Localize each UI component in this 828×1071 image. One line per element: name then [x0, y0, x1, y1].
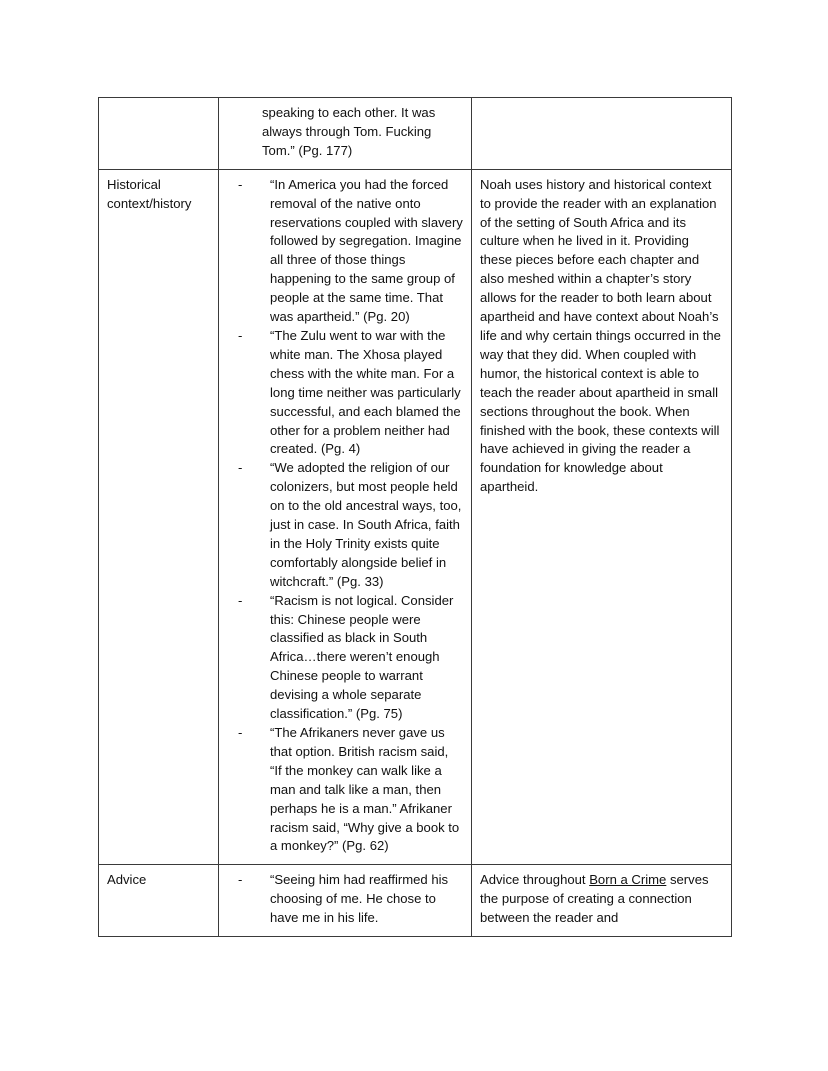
list-item [227, 327, 463, 459]
analysis-table [98, 97, 732, 937]
analysis-rich-text [480, 871, 723, 928]
quotes-cell [219, 169, 472, 865]
quote-list [227, 871, 463, 928]
analysis-text: Noah uses history and historical context to provide the reader with an explanation of the setting of South Africa and its culture when he lived in it. Providing these pieces before each chapter and also meshed within a chapter’s story allows for the reader to both learn about apartheid and have context about Noah’s life and why certain things occurred in the way that they did. When coupled with humor, the historical context is able to teach the reader about apartheid in small sections throughout the book. When finished with the book, these contexts will have achieved in giving the reader a foundation for knowledge about apartheid. [480, 176, 721, 495]
table-row [99, 169, 732, 865]
table-row [99, 98, 732, 170]
category-cell [99, 865, 219, 937]
list-item [227, 871, 463, 928]
list-item [227, 459, 463, 591]
list-item [227, 176, 463, 327]
table-row [99, 865, 732, 937]
analysis-text-run: serves the purpose of creating a connection between the reader and [480, 872, 709, 926]
book-title-underlined: Born a Crime [589, 872, 667, 888]
quote-list [227, 176, 463, 857]
list-item [227, 592, 463, 724]
quote-text: “In America you had the forced removal of the native onto reservations coupled with slavery followed by segregation. Imagine all three of those things happening to the same group of people at the same time. That was apartheid.” (Pg. 20) [270, 176, 463, 325]
category-label: Historical context/history [107, 176, 192, 211]
quote-text: “We adopted the religion of our colonizers, but most people held on to the old ancestral ways, too, just in case. In South Africa, faith in the Holy Trinity exists quite comfortably alongside belief in witchcraft.” (Pg. 33) [270, 460, 462, 589]
analysis-text-run: Advice throughout [480, 872, 590, 888]
bullet-dash: - [238, 460, 243, 476]
quote-text: “The Zulu went to war with the white man. The Xhosa played chess with the white man. For a long time neither was particularly successful, and each blamed the other for a problem neither had created. (Pg. 4) [270, 327, 461, 457]
quote-text: “The Afrikaners never gave us that option. British racism said, “If the monkey can walk like a man and talk like a man, then perhaps he is a man.” Afrikaner racism said, “Why give a book to a monkey?” (Pg. 62) [270, 725, 460, 854]
quotes-cell [219, 865, 472, 937]
bullet-dash: - [238, 327, 243, 343]
category-cell [99, 169, 219, 865]
quotes-cell [219, 98, 472, 170]
quote-continuation-text: speaking to each other. It was always through Tom. Fucking Tom.” (Pg. 177) [262, 105, 436, 158]
list-item [227, 724, 463, 856]
analysis-cell [472, 98, 732, 170]
category-label: Advice [107, 872, 147, 888]
bullet-dash: - [238, 592, 243, 608]
bullet-dash: - [238, 872, 243, 888]
bullet-dash: - [238, 176, 243, 192]
category-cell [99, 98, 219, 170]
analysis-cell [472, 865, 732, 937]
quote-text: “Racism is not logical. Consider this: Chinese people were classified as black in South Africa…there weren’t enough Chinese people to warrant devising a whole separate classification.” (Pg. 75) [270, 592, 454, 722]
analysis-cell [472, 169, 732, 865]
bullet-dash: - [238, 725, 243, 740]
quote-text: “Seeing him had reaffirmed his choosing of me. He chose to have me in his life. [270, 872, 449, 926]
